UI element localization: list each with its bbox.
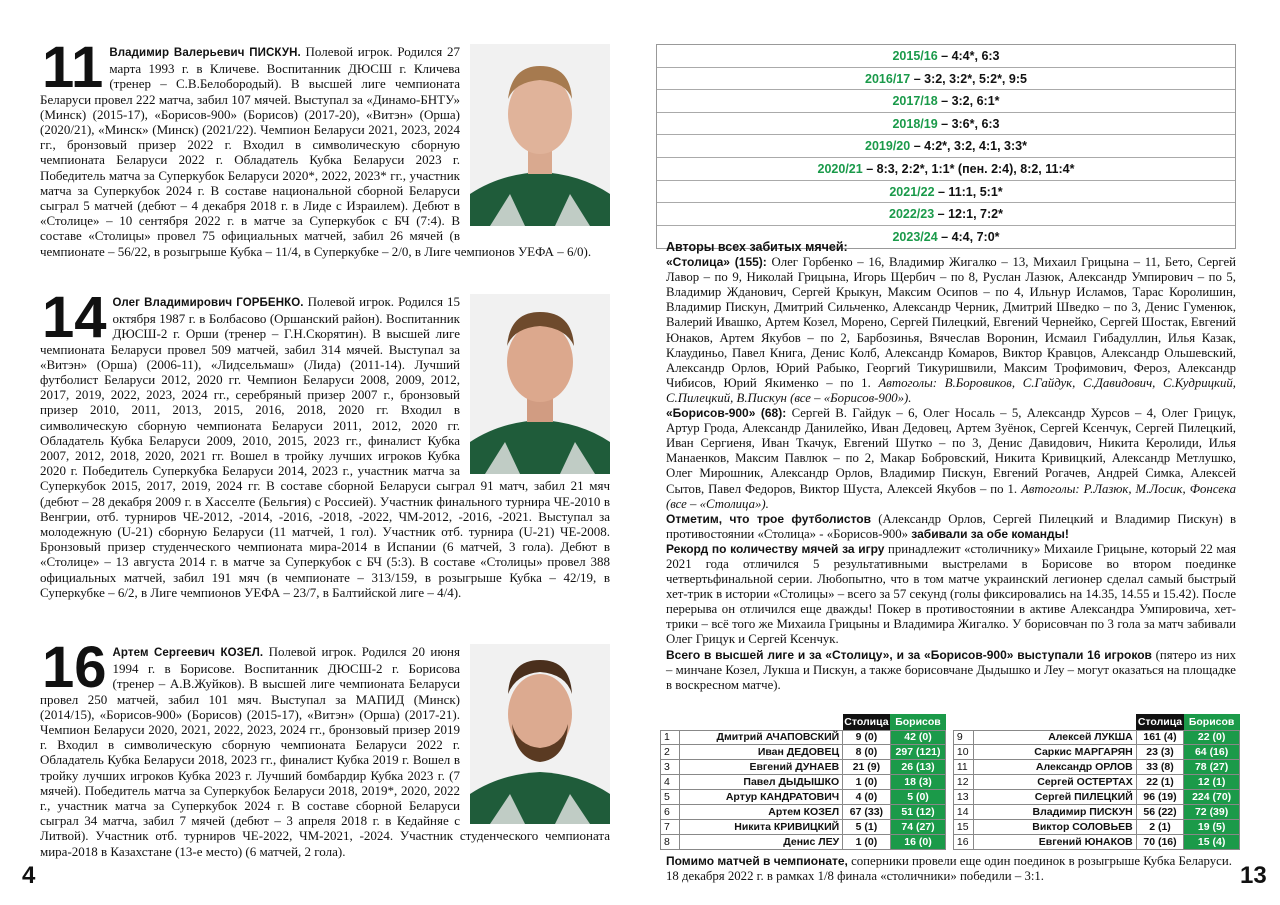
- note-record: Рекорд по количеству мячей за игру принадлежит «столичнику» Михаиле Грицыне, который 22 мая 2021 года отличился 5 результативными выстрелами в Борисове во втором поединке четвертьфинальной серии. Любопытно, что в том матче украинский легионер сделал самый быстрый хет-трик в истории «Столицы» – всего за 57 секунд (голы фиксировались на 14.35, 14.55 и 15.42). После перерыва он отличился еще дважды! Покер в противостоянии в активе Александра Умпировича, хет-трики – всё того же Михаила Грицыны и Владимира Жигалко. У борисовчан по 3 гола за матч забивали Олег Грицук и Сергей Ксенчук.: [666, 541, 1237, 647]
- table-row: 8 Денис ЛЕУ 1 (0) 16 (0) 16 Евгений ЮНАКОВ 70 (16) 15 (4): [661, 834, 1240, 849]
- player-name: Олег Владимирович ГОРБЕНКО.: [112, 297, 304, 309]
- player-number: 11: [42, 35, 104, 100]
- left-page-number: 4: [22, 862, 36, 889]
- season-row: 2021/22 – 11:1, 5:1*: [657, 181, 1235, 204]
- player-bio-text: Полевой игрок. Родился 15 октября 1987 г. в Болбасово (Оршанский район). Воспитанник ДЮСШ-2 г. Орши (тренер – Г.Н.Скорятин). В высшей лиге чемпионата Беларуси провел 509 матчей, забил 314 мячей. Выступал за «Витэн» (Орша) (2006-11), «Лидсельмаш» (Лида) (2011-14). Лучший футболист Беларуси 2012, 2020 гг. Чемпион Беларуси 2008, 2009, 2012, 2017, 2019, 2022, 2023, 2024 гг., серебряный призер 2007 г., бронзовый призер 2010, 2011, 2013, 2015, 2016, 2018, 2020 гг. Входил в символическую сборную чемпионата Беларуси 2011, 2012, 2020 гг. Обладатель Кубка Беларуси 2009, 2010, 2015, 2023 гг., финалист Кубка 2007, 2012, 2018, 2020, 2021 гг. Вошел в тройку лучших игроков Кубка 2020 г. Победитель Суперкубка Беларуси 2014, 2023 г., участник матча за Суперкубок 2015, 2017, 2019, 2024 гг. В составе сборной Беларуси сыграл 91 матч, забил 21 мяч (дебют – 28 декабря 2009 г. в Хасселте (Бельгия) с Россией). Участник финального турнира ЧЕ-2010 в Венгрии, отб. турниров ЧЕ-2012, -2014, -2016, -2018, -2022, ЧМ-2012, -2016, -2021. Выступал за молодежную (U-21) сборную Беларуси (11 матчей, 1 гол). Участник отб. турнира (U-21) ЧЕ-2008. Бронзовый призер студенческого чемпионата мира-2014 в Испании (6 матчей, 3 гола). Дебют в «Столице» – 13 августа 2014 г. в матче за Суперкубок с БЧ (5:3). В составе «Столицы» провел 388 официальных матчей, забил 191 мяч (в чемпионате – 313/159, в розыгрыше Кубка – 42/19, в Суперкубке – 6/2, в Лиге чемпионов УЕФА – 23/7, в Балтийской лиге – 4/4).: [40, 294, 610, 600]
- player-bio-text: Полевой игрок. Родился 27 марта 1993 г. в Кличеве. Воспитанник ДЮСШ г. Кличева (тренер – С.В.Белобородый). В высшей лиге чемпионата Беларуси провел 222 матча, забил 107 мячей. Выступал за «Динамо-БНТУ» (Минск) (2015-17), «Борисов-900» (Борисов) (2017-20), «Витэн» (Орша) (2020/21), «Минск» (Минск) (2021/22). Чемпион Беларуси 2021, 2023, 2024 гг., бронзовый призер 2022 г. Входил в символическую сборную чемпионата Беларуси 2022 г. Обладатель Кубка Беларуси 2023 г. Победитель матча за Суперкубок Беларуси 2020*, 2022, 2023* гг., участник матча за Суперкубок 2024 г. В составе национальной сборной Беларуси сыграл 5 матчей (дебют – 4 декабря 2018 г. в Лиде с Израилем). Дебют в «Столице» – 10 сентября 2022 г. в матче за Суперкубок с БЧ (7:4). В составе «Столицы» провел 75 официальных матчей, забил 26 мячей (в чемпионате – 56/22, в розыгрыше Кубка – 11/4, в Суперкубке – 2/0, в Лиге чемпионов УЕФА – 6/0).: [40, 44, 592, 259]
- stolitsa-scorers: «Столица» (155): Олег Горбенко – 16, Владимир Жигалко – 13, Михаил Грицына – 11, Бето, Сергей Лавор – по 9, Николай Грицына, Игорь Щербич – по 8, Руслан Лазюк, Александр Умпирович – по 5, Владимир Жданович, Сергей Крыкун, Максим Осипов – по 4, Ильнур Исламов, Тарас Королишин, Владимир Пискун, Дмитрий Сильченко, Александр Черник, Дмитрий Шведко – по 3, Денис Гуменюк, Валерий Ивашко, Артем Козел, Морено, Сергей Пилецкий, Евгений Чернейко, Сергей Шостак, Евгений Юнаков, Артем Якубов – по 2, Барбозинья, Вячеслав Воронин, Исмаил Гибадуллин, Илья Казак, Клаудиньо, Павел Книга, Денис Колб, Александр Комаров, Виктор Кравцов, Александр Ольшевский, Александр Орлов, Юрий Рабыко, Георгий Тикуришвили, Максим Трофимович, Фероз, Александр Чибисов, Юрий Якименко – по 1. Автоголы: В.Боровиков, С.Гайдук, С.Давидович, С.Кудрицкий, С.Пилецкий, В.Пискун (все – «Борисов-900»).: [666, 255, 1237, 405]
- player-number: 14: [42, 285, 107, 350]
- scorers-section: [666, 240, 1236, 693]
- borisov-scorers: «Борисов-900» (68): Сергей В. Гайдук – 6, Олег Носаль – 5, Александр Хурсов – 4, Олег Грицук, Артур Грода, Александр Данилейко, Иван Дедовец, Артем Зуёнок, Сергей Ксенчук, Сергей Пилецкий, Иван Сергиеня, Иван Ткачук, Евгений Шутко – по 3, Денис Давидович, Никита Керолиди, Илья Манаенков, Максим Павлюк – по 2, Макар Бобровский, Никита Кривицкий, Александр Метлушко, Олег Мирошник, Александр Орлов, Владимир Пискун, Евгений Рогачев, Андрей Симка, Алексей Сытов, Павел Федоров, Виктор Шуста, Алексей Якубов – по 1. Автоголы: Р.Лазюк, М.Лосик, Фонсека (все – «Столица»).: [666, 406, 1237, 511]
- season-row: 2015/16 – 4:4*, 6:3: [657, 45, 1235, 68]
- player-name: Артем Сергеевич КОЗЕЛ.: [112, 647, 264, 659]
- players-both-teams-table: [660, 714, 1240, 850]
- right-page-number: 13: [1240, 862, 1267, 889]
- cup-note: Помимо матчей в чемпионате, соперники провели еще один поединок в розыгрыше Кубка Беларуси. 18 декабря 2022 г. в рамках 1/8 финала «столичники» победили – 3:1.: [666, 854, 1232, 884]
- player-photo-kozel: [470, 644, 610, 824]
- note-sixteen-players: Всего в высшей лиге и за «Столицу», и за «Борисов-900» выступали 16 игроков (пятеро из них – минчане Козел, Лукша и Пискун, а также борисовчане Дыдышко и Леу – могут оказаться на площадке в воскресном матче).: [666, 647, 1236, 692]
- table-row: 5 Артур КАНДРАТОВИЧ 4 (0) 5 (0) 13 Сергей ПИЛЕЦКИЙ 96 (19) 224 (70): [661, 790, 1240, 805]
- table-row: 7 Никита КРИВИЦКИЙ 5 (1) 74 (27) 15 Виктор СОЛОВЬЕВ 2 (1) 19 (5): [661, 819, 1240, 834]
- season-row: 2022/23 – 12:1, 7:2*: [657, 203, 1235, 226]
- season-row: 2023/24 – 4:4, 7:0*: [892, 229, 1000, 244]
- table-header-row: [661, 714, 1240, 730]
- table-row: 6 Артем КОЗЕЛ 67 (33) 51 (12) 14 Владимир ПИСКУН 56 (22) 72 (39): [661, 804, 1240, 819]
- season-row: 2018/19 – 3:6*, 6:3: [657, 113, 1235, 136]
- player-bio-11: [40, 35, 610, 259]
- player-name: Владимир Валерьевич ПИСКУН.: [109, 47, 301, 59]
- right-page: [656, 44, 1242, 889]
- table-row: 1 Дмитрий АЧАПОВСКИЙ 9 (0) 42 (0) 9 Алексей ЛУКША 161 (4) 22 (0): [661, 730, 1240, 745]
- player-bio-text: Полевой игрок. Родился 20 июня 1994 г. в Борисове. Воспитанник ДЮСШ-2 г. Борисова (тренер – А.В.Жуйков). В высшей лиге чемпионата Беларуси провел 250 матчей, забил 101 мяч. Выступал за МАПИД (Минск) (2014/15), «Борисов-900» (Борисов) (2015-17), «Витэн» (Орша) (2017-21). Чемпион Беларуси 2020, 2021, 2022, 2023, 2024 гг., бронзовый призер 2019 г. Входил в символическую сборную чемпионата Беларуси 2022 г. Обладатель Кубка Беларуси 2018, 2023 гг., финалист Кубка 2019 г. Вошел в тройку лучших игроков Кубка 2023 г. Лучший бомбардир Кубка 2023 г. (7 мячей). Победитель матча за Суперкубок Беларуси 2018, 2019*, 2020, 2022 г., участник матча за Суперкубок 2024 г. В составе сборной Беларуси сыграл 34 матча, забил 7 мячей (дебют – 3 апреля 2018 г. в Кедайняе с Литвой). Участник отб. турниров ЧЕ-2022, ЧМ-2021, -2024. Участник студенческого чемпионата мира-2018 в Казахстане (13-е место) (6 матчей, 2 гола).: [40, 644, 610, 859]
- table-row: 2 Иван ДЕДОВЕЦ 8 (0) 297 (121) 10 Саркис МАРГАРЯН 23 (3) 64 (16): [661, 745, 1240, 760]
- table-row: 3 Евгений ДУНАЕВ 21 (9) 26 (13) 11 Александр ОРЛОВ 33 (8) 78 (27): [661, 760, 1240, 775]
- note-both-teams: Отметим, что трое футболистов (Александр Орлов, Сергей Пилецкий и Владимир Пискун) в противостоянии «Столица» - «Борисов-900» забивали за обе команды!: [666, 511, 1236, 541]
- table-row: 4 Павел ДЫДЫШКО 1 (0) 18 (3) 12 Сергей ОСТЕРТАХ 22 (1) 12 (1): [661, 775, 1240, 790]
- header-stolitsa: Столица: [843, 714, 890, 730]
- player-photo-icon: [470, 644, 610, 824]
- player-photo-icon: [470, 44, 610, 226]
- player-bio-16: [40, 635, 610, 859]
- player-number: 16: [42, 635, 107, 700]
- season-row: 2020/21 – 8:3, 2:2*, 1:1* (пен. 2:4), 8:2, 11:4*: [657, 158, 1235, 181]
- season-row: 2016/17 – 3:2, 3:2*, 5:2*, 9:5: [657, 68, 1235, 91]
- season-row: 2019/20 – 4:2*, 3:2, 4:1, 3:3*: [657, 135, 1235, 158]
- header-borisov: Борисов: [1184, 714, 1240, 730]
- seasons-results-table: [656, 44, 1236, 249]
- header-borisov: Борисов: [890, 714, 946, 730]
- scorers-title: Авторы всех забитых мячей:: [666, 240, 848, 254]
- player-photo-gorbenko: [470, 294, 610, 474]
- player-bio-14: [40, 285, 610, 600]
- header-stolitsa: Столица: [1136, 714, 1183, 730]
- player-photo-icon: [470, 294, 610, 474]
- player-photo-piskun: [470, 44, 610, 226]
- season-row: 2017/18 – 3:2, 6:1*: [657, 90, 1235, 113]
- left-page: [40, 35, 610, 889]
